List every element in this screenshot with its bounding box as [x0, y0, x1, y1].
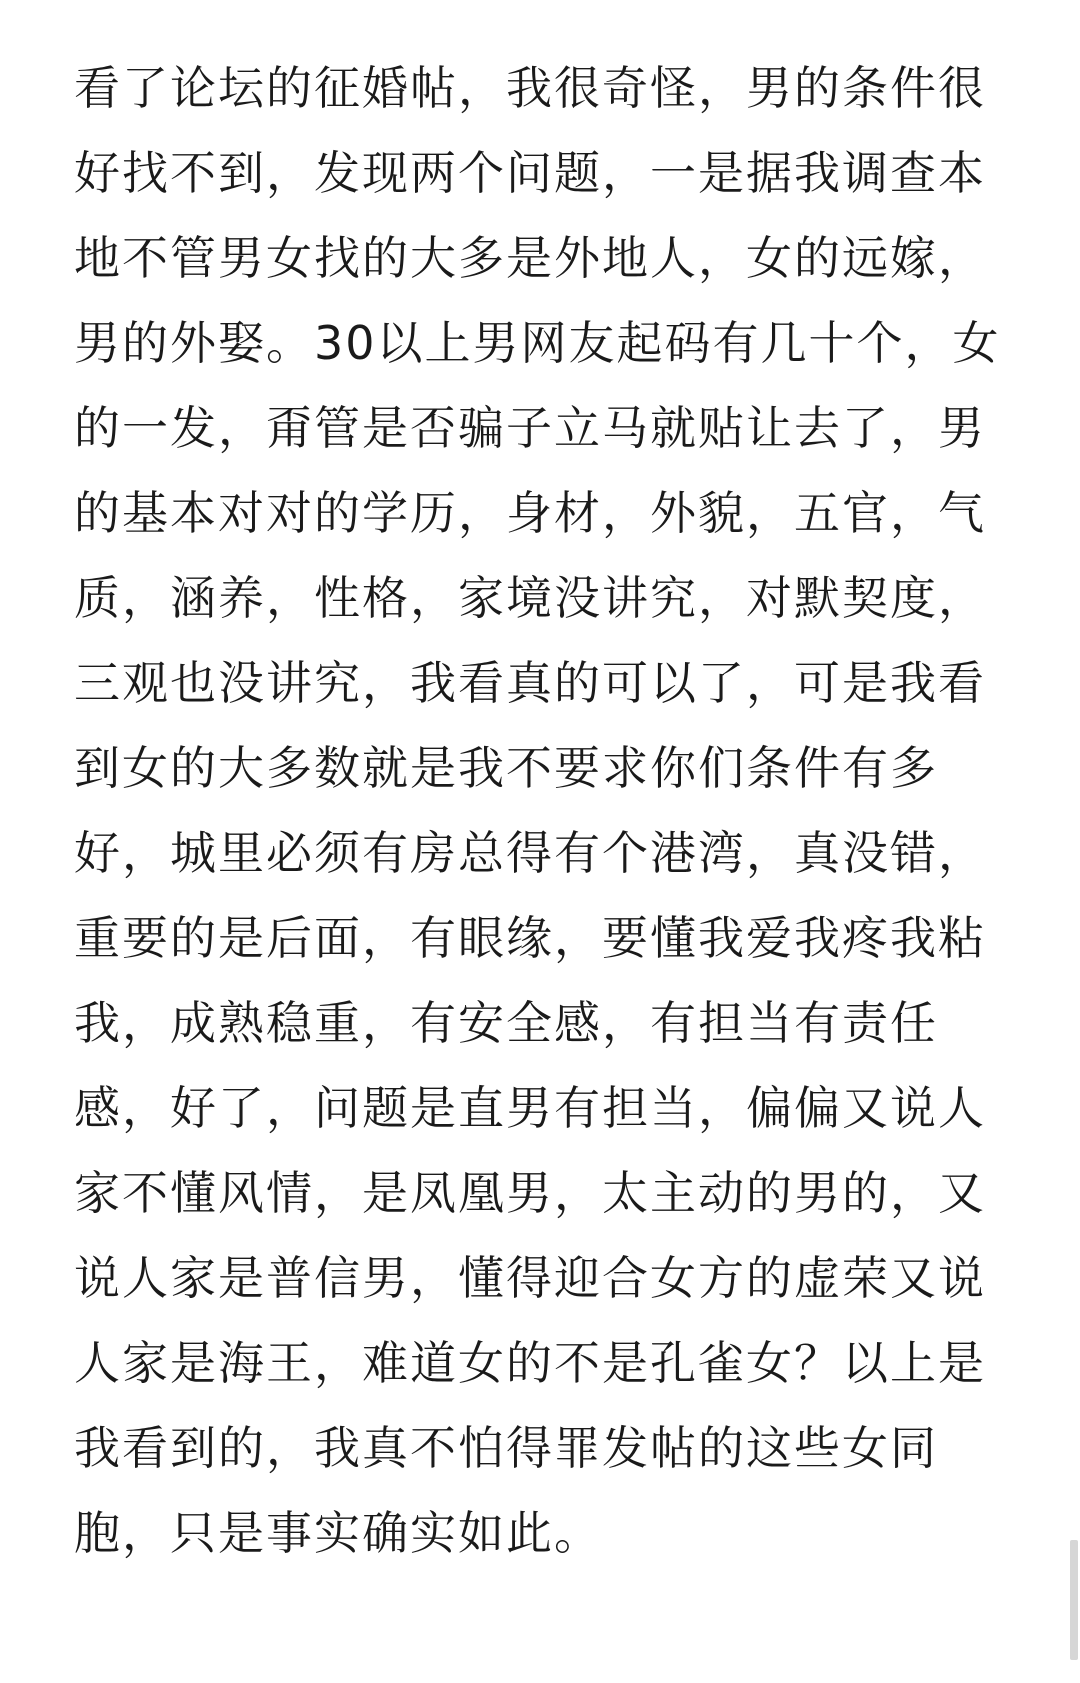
post-text-line: 好找不到，发现两个问题，一是据我调查本 — [74, 146, 986, 200]
post-text-line: 人家是海王，难道女的不是孔雀女？以上是 — [74, 1336, 986, 1390]
post-text-line: 到女的大多数就是我不要求你们条件有多 — [74, 741, 938, 795]
post-text-line: 胞，只是事实确实如此。 — [74, 1506, 602, 1560]
post-text-line: 男的外娶。30以上男网友起码有几十个，女 — [74, 316, 1001, 370]
post-text-line: 家不懂风情，是凤凰男，太主动的男的，又 — [74, 1166, 986, 1220]
post-text-line: 感，好了，问题是直男有担当，偏偏又说人 — [74, 1081, 986, 1135]
post-text-line: 三观也没讲究，我看真的可以了，可是我看 — [74, 656, 986, 710]
post-text-line: 地不管男女找的大多是外地人，女的远嫁， — [74, 231, 986, 285]
post-text-line: 说人家是普信男，懂得迎合女方的虚荣又说 — [74, 1251, 986, 1305]
scrollbar-thumb[interactable] — [1070, 1540, 1078, 1660]
post-text-line: 我，成熟稳重，有安全感，有担当有责任 — [74, 996, 938, 1050]
post-text-line: 我看到的，我真不怕得罪发帖的这些女同 — [74, 1421, 938, 1475]
post-text-line: 重要的是后面，有眼缘，要懂我爱我疼我粘 — [74, 911, 986, 965]
post-text-line: 看了论坛的征婚帖，我很奇怪，男的条件很 — [74, 61, 986, 115]
post-text-line: 的基本对对的学历，身材，外貌，五官，气 — [74, 486, 986, 540]
post-text-line: 质，涵养，性格，家境没讲究，对默契度， — [74, 571, 986, 625]
post-text-line: 的一发，甭管是否骗子立马就贴让去了，男 — [74, 401, 986, 455]
post-text-line: 好，城里必须有房总得有个港湾，真没错， — [74, 826, 986, 880]
